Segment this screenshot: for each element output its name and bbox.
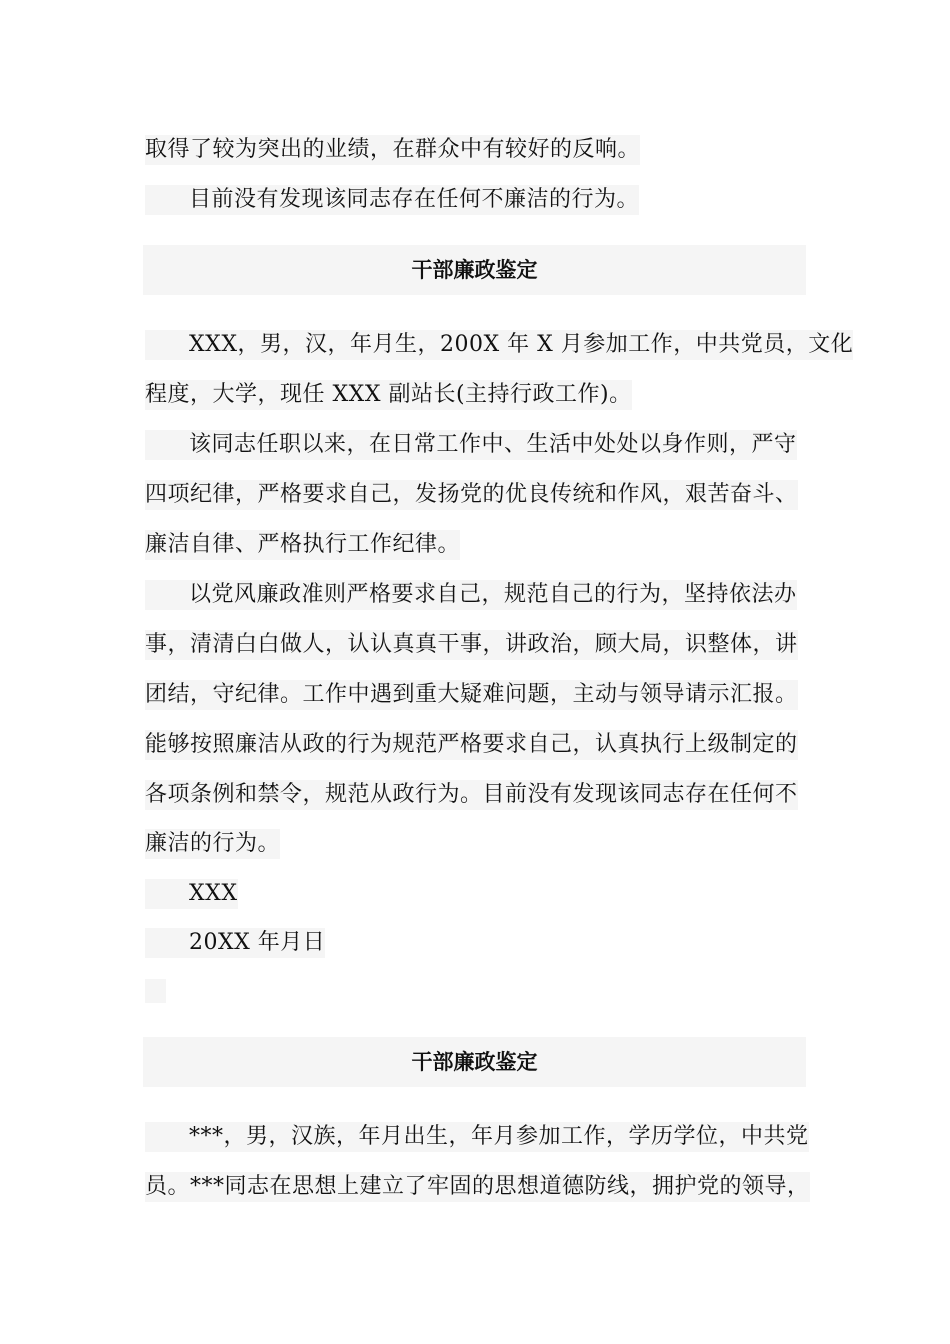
paragraph-line: 廉洁自律、严格执行工作纪律。: [145, 530, 460, 560]
paragraph-line: 程度，大学，现任 XXX 副站长(主持行政工作)。: [145, 380, 632, 410]
paragraph-line: 团结，守纪律。工作中遇到重大疑难问题，主动与领导请示汇报。: [145, 680, 798, 710]
paragraph-line: 员。***同志在思想上建立了牢固的思想道德防线，拥护党的领导，: [145, 1172, 810, 1202]
section-title: 干部廉政鉴定: [143, 1037, 806, 1087]
paragraph-line: 事，清清白白做人，认认真真干事，讲政治，顾大局，识整体，讲: [145, 630, 798, 660]
blank-line: [145, 979, 166, 1003]
paragraph-line: 各项条例和禁令，规范从政行为。目前没有发现该同志存在任何不: [145, 780, 798, 810]
section-title: 干部廉政鉴定: [143, 245, 806, 295]
date: 20XX 年月日: [145, 928, 325, 958]
signature: XXX: [145, 879, 238, 909]
paragraph-line: 以党风廉政准则严格要求自己，规范自己的行为，坚持依法办: [145, 580, 797, 610]
paragraph-line: 廉洁的行为。: [145, 829, 280, 859]
paragraph-line: 该同志任职以来，在日常工作中、生活中处处以身作则，严守: [145, 430, 797, 460]
paragraph-line: ***，男，汉族，年月出生，年月参加工作，学历学位，中共党: [145, 1122, 809, 1152]
paragraph-line: 能够按照廉洁从政的行为规范严格要求自己，认真执行上级制定的: [145, 730, 798, 760]
paragraph-line: 取得了较为突出的业绩，在群众中有较好的反响。: [145, 135, 640, 165]
paragraph-line: XXX，男，汉，年月生，200X 年 X 月参加工作，中共党员，文化: [145, 330, 853, 360]
paragraph-line: 目前没有发现该同志存在任何不廉洁的行为。: [145, 185, 639, 215]
paragraph-line: 四项纪律，严格要求自己，发扬党的优良传统和作风，艰苦奋斗、: [145, 480, 798, 510]
